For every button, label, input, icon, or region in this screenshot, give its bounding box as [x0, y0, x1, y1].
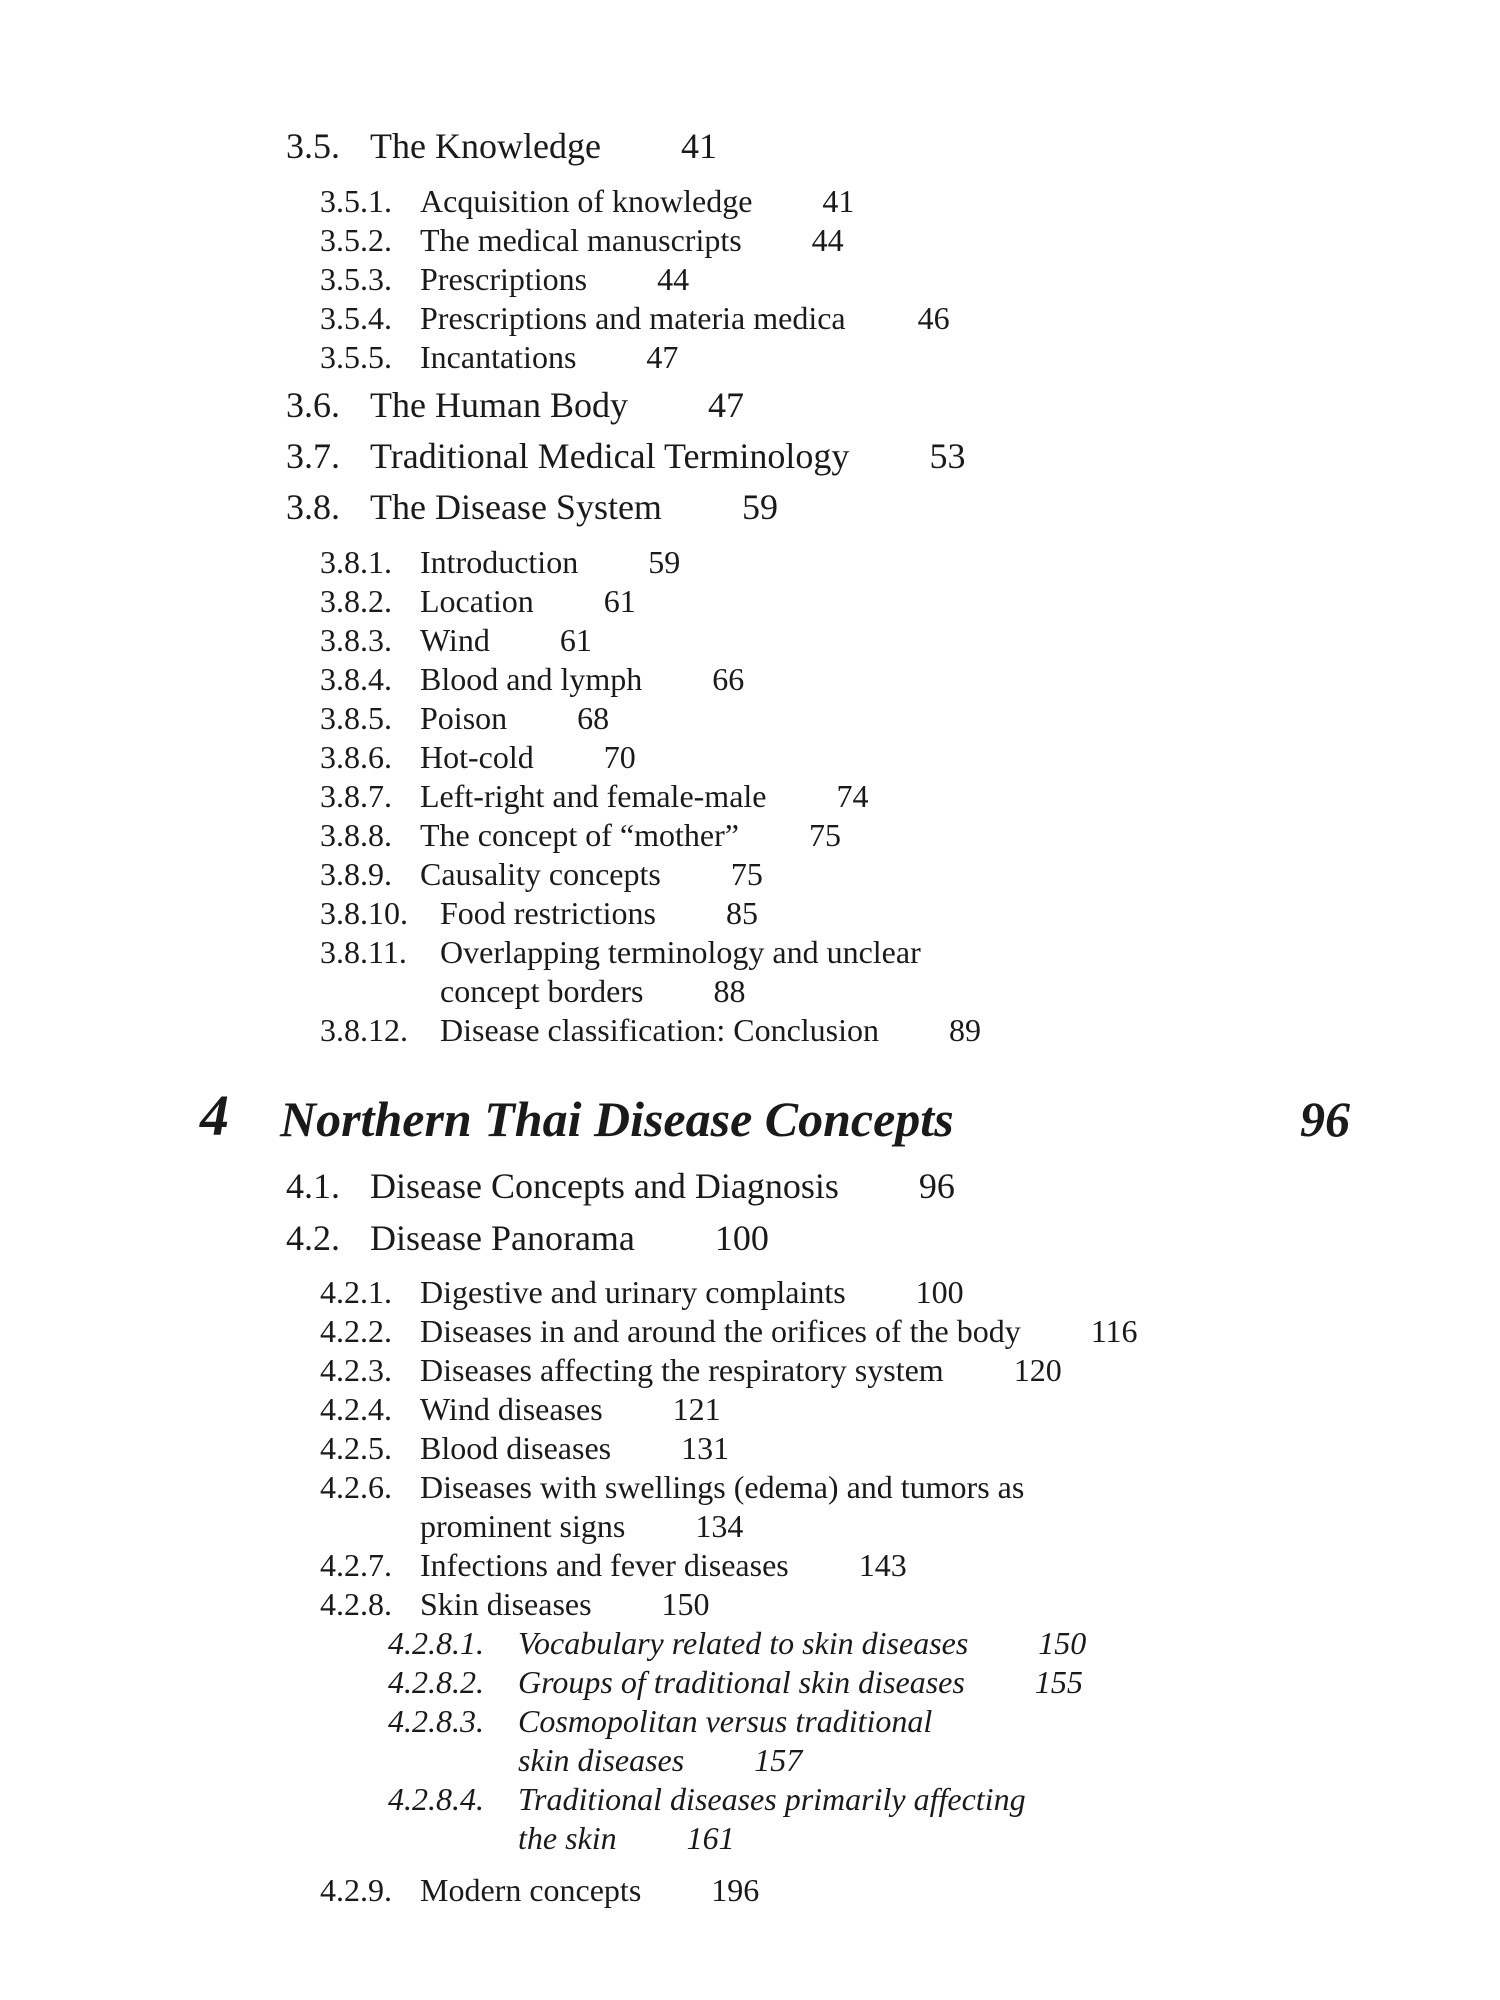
- page-number: 100: [714, 1218, 769, 1258]
- toc-entry: [320, 183, 854, 220]
- section-title: Traditional diseases primarily affecting: [518, 1781, 1026, 1817]
- section-number: 3.8.12.: [320, 1012, 408, 1048]
- section-number: 3.5.3.: [320, 261, 392, 297]
- page-number: 59: [741, 487, 778, 527]
- section-number: 3.8.3.: [320, 622, 392, 658]
- section-number: 4.2.5.: [320, 1430, 392, 1466]
- page-number: 66: [712, 661, 745, 697]
- toc-entry: [320, 1274, 964, 1311]
- section-title: Cosmopolitan versus traditional: [518, 1703, 933, 1739]
- section-title: Vocabulary related to skin diseases: [518, 1625, 969, 1661]
- section-title: Skin diseases: [420, 1586, 592, 1622]
- section-number: 3.8.7.: [320, 778, 392, 814]
- section-number: 4.2.1.: [320, 1274, 392, 1310]
- page-number: 70: [603, 739, 636, 775]
- section-number: 3.8.8.: [320, 817, 392, 853]
- page-number: 157: [754, 1742, 803, 1778]
- toc-entry: [320, 661, 744, 698]
- page-number: 61: [559, 622, 592, 658]
- page-number: 96: [918, 1166, 955, 1206]
- section-number: 4.2.6.: [320, 1469, 392, 1505]
- section-number: 3.8.4.: [320, 661, 392, 697]
- section-number: 4.2.8.2.: [388, 1664, 484, 1700]
- toc-entry: [320, 817, 841, 854]
- section-title: The Disease System: [370, 487, 662, 527]
- section-number: 3.8.5.: [320, 700, 392, 736]
- section-title: Food restrictions: [440, 895, 656, 931]
- page-number: 150: [661, 1586, 710, 1622]
- toc-entry: [320, 300, 950, 337]
- section-title: Overlapping terminology and unclear: [440, 934, 921, 970]
- section-title: Diseases affecting the respiratory system: [420, 1352, 944, 1388]
- toc-entry: [320, 544, 680, 581]
- page-number: 53: [929, 436, 966, 476]
- page-number: 134: [695, 1508, 744, 1544]
- toc-entry: [286, 1166, 955, 1207]
- page-number: 41: [822, 183, 855, 219]
- section-title: Blood diseases: [420, 1430, 612, 1466]
- toc-entry: [286, 436, 965, 477]
- section-number: 3.8.6.: [320, 739, 392, 775]
- section-title: The concept of “mother”: [420, 817, 739, 853]
- page-number: 100: [915, 1274, 964, 1310]
- toc-entry: [320, 1352, 1062, 1389]
- toc-entry: [320, 1872, 759, 1909]
- section-number: 3.8.: [286, 487, 340, 527]
- page-number: 120: [1013, 1352, 1062, 1388]
- section-title: Groups of traditional skin diseases: [518, 1664, 965, 1700]
- section-title: The medical manuscripts: [420, 222, 742, 258]
- section-number: 3.7.: [286, 436, 340, 476]
- toc-entry: [286, 385, 744, 426]
- toc-entry-continuation: [420, 1508, 743, 1545]
- section-title-continued: concept borders: [440, 973, 644, 1009]
- section-number: 4.2.: [286, 1218, 340, 1258]
- page-number: 68: [577, 700, 610, 736]
- section-title: Blood and lymph: [420, 661, 643, 697]
- page-number: 44: [657, 261, 690, 297]
- section-title: Digestive and urinary complaints: [420, 1274, 846, 1310]
- section-number: 4.2.8.3.: [388, 1703, 484, 1739]
- page-number: 44: [811, 222, 844, 258]
- page-number: 61: [603, 583, 636, 619]
- page-number: 47: [707, 385, 744, 425]
- section-number: 3.5.1.: [320, 183, 392, 219]
- section-number: 3.8.2.: [320, 583, 392, 619]
- section-title: Hot-cold: [420, 739, 534, 775]
- toc-entry: [320, 1313, 1138, 1350]
- section-number: 4.2.9.: [320, 1872, 392, 1908]
- toc-entry: [388, 1703, 932, 1740]
- section-number: 3.8.1.: [320, 544, 392, 580]
- toc-entry: [388, 1625, 1086, 1662]
- section-number: 4.2.4.: [320, 1391, 392, 1427]
- page-number: 41: [680, 126, 717, 166]
- chapter-page-number: 96: [1300, 1091, 1350, 1147]
- section-title: The Human Body: [370, 385, 628, 425]
- toc-entry: [320, 222, 844, 259]
- section-title: Left-right and female-male: [420, 778, 767, 814]
- page-number: 47: [646, 339, 679, 375]
- section-title: Location: [420, 583, 534, 619]
- page-number: 85: [725, 895, 758, 931]
- section-title: Wind diseases: [420, 1391, 603, 1427]
- toc-entry: [320, 778, 868, 815]
- toc-entry: [320, 700, 609, 737]
- page-number: 161: [686, 1820, 735, 1856]
- page-number: 196: [711, 1872, 760, 1908]
- chapter-title: Northern Thai Disease Concepts: [280, 1091, 954, 1147]
- section-title-continued: skin diseases: [518, 1742, 685, 1778]
- section-title: Traditional Medical Terminology: [370, 436, 850, 476]
- toc-entry: [320, 739, 636, 776]
- section-number: 3.8.10.: [320, 895, 408, 931]
- toc-entry: [286, 126, 717, 167]
- page-number: 74: [836, 778, 869, 814]
- section-title: Prescriptions and materia medica: [420, 300, 846, 336]
- toc-entry-continuation: [440, 973, 745, 1010]
- section-number: 4.2.7.: [320, 1547, 392, 1583]
- page-number: 143: [858, 1547, 907, 1583]
- section-title: Acquisition of knowledge: [420, 183, 753, 219]
- chapter-number: 4: [200, 1083, 229, 1148]
- section-title: Disease Concepts and Diagnosis: [370, 1166, 839, 1206]
- section-title: The Knowledge: [370, 126, 601, 166]
- page-number: 121: [672, 1391, 721, 1427]
- section-number: 4.2.3.: [320, 1352, 392, 1388]
- toc-entry: [320, 895, 758, 932]
- page-number: 75: [808, 817, 841, 853]
- page-number: 88: [713, 973, 746, 1009]
- section-title: Disease Panorama: [370, 1218, 635, 1258]
- section-number: 4.2.8.1.: [388, 1625, 484, 1661]
- section-title: Poison: [420, 700, 508, 736]
- section-number: 3.6.: [286, 385, 340, 425]
- section-number: 4.2.2.: [320, 1313, 392, 1349]
- section-title: Wind: [420, 622, 490, 658]
- section-number: 3.5.5.: [320, 339, 392, 375]
- section-title-continued: prominent signs: [420, 1508, 626, 1544]
- page-number: 150: [1038, 1625, 1087, 1661]
- page-number: 116: [1090, 1313, 1138, 1349]
- page-number: 46: [917, 300, 950, 336]
- toc-entry: [320, 339, 678, 376]
- section-title: Diseases with swellings (edema) and tumors as: [420, 1469, 1025, 1505]
- toc-entry: [320, 622, 592, 659]
- section-number: 4.1.: [286, 1166, 340, 1206]
- section-title: Causality concepts: [420, 856, 661, 892]
- section-number: 3.8.9.: [320, 856, 392, 892]
- section-title: Incantations: [420, 339, 577, 375]
- section-title: Infections and fever diseases: [420, 1547, 789, 1583]
- section-title: Prescriptions: [420, 261, 588, 297]
- section-number: 4.2.8.: [320, 1586, 392, 1622]
- page-number: 59: [648, 544, 681, 580]
- section-number: 3.8.11.: [320, 934, 407, 970]
- page-number: 131: [681, 1430, 730, 1466]
- section-number: 4.2.8.4.: [388, 1781, 484, 1817]
- toc-entry: [320, 934, 921, 971]
- toc-entry: [286, 487, 778, 528]
- section-number: 3.5.2.: [320, 222, 392, 258]
- toc-entry: [320, 856, 763, 893]
- toc-entry-continuation: [518, 1820, 735, 1857]
- section-title: Diseases in and around the orifices of the body: [420, 1313, 1021, 1349]
- toc-entry: [388, 1664, 1083, 1701]
- page-number: 89: [949, 1012, 982, 1048]
- section-title: Disease classification: Conclusion: [440, 1012, 880, 1048]
- page-number: 75: [730, 856, 763, 892]
- toc-entry: [320, 583, 636, 620]
- section-title: Introduction: [420, 544, 579, 580]
- toc-entry-continuation: [518, 1742, 802, 1779]
- section-title-continued: the skin: [518, 1820, 617, 1856]
- toc-entry: [320, 1547, 907, 1584]
- toc-entry: [320, 1586, 710, 1623]
- toc-entry: [320, 1012, 981, 1049]
- toc-entry: [286, 1218, 769, 1259]
- toc-entry: [320, 1391, 721, 1428]
- toc-entry: [388, 1781, 1026, 1818]
- section-title: Modern concepts: [420, 1872, 642, 1908]
- page-number: 155: [1034, 1664, 1083, 1700]
- section-number: 3.5.: [286, 126, 340, 166]
- toc-entry: [320, 1469, 1024, 1506]
- section-number: 3.5.4.: [320, 300, 392, 336]
- toc-entry: [320, 261, 689, 298]
- toc-entry: [320, 1430, 729, 1467]
